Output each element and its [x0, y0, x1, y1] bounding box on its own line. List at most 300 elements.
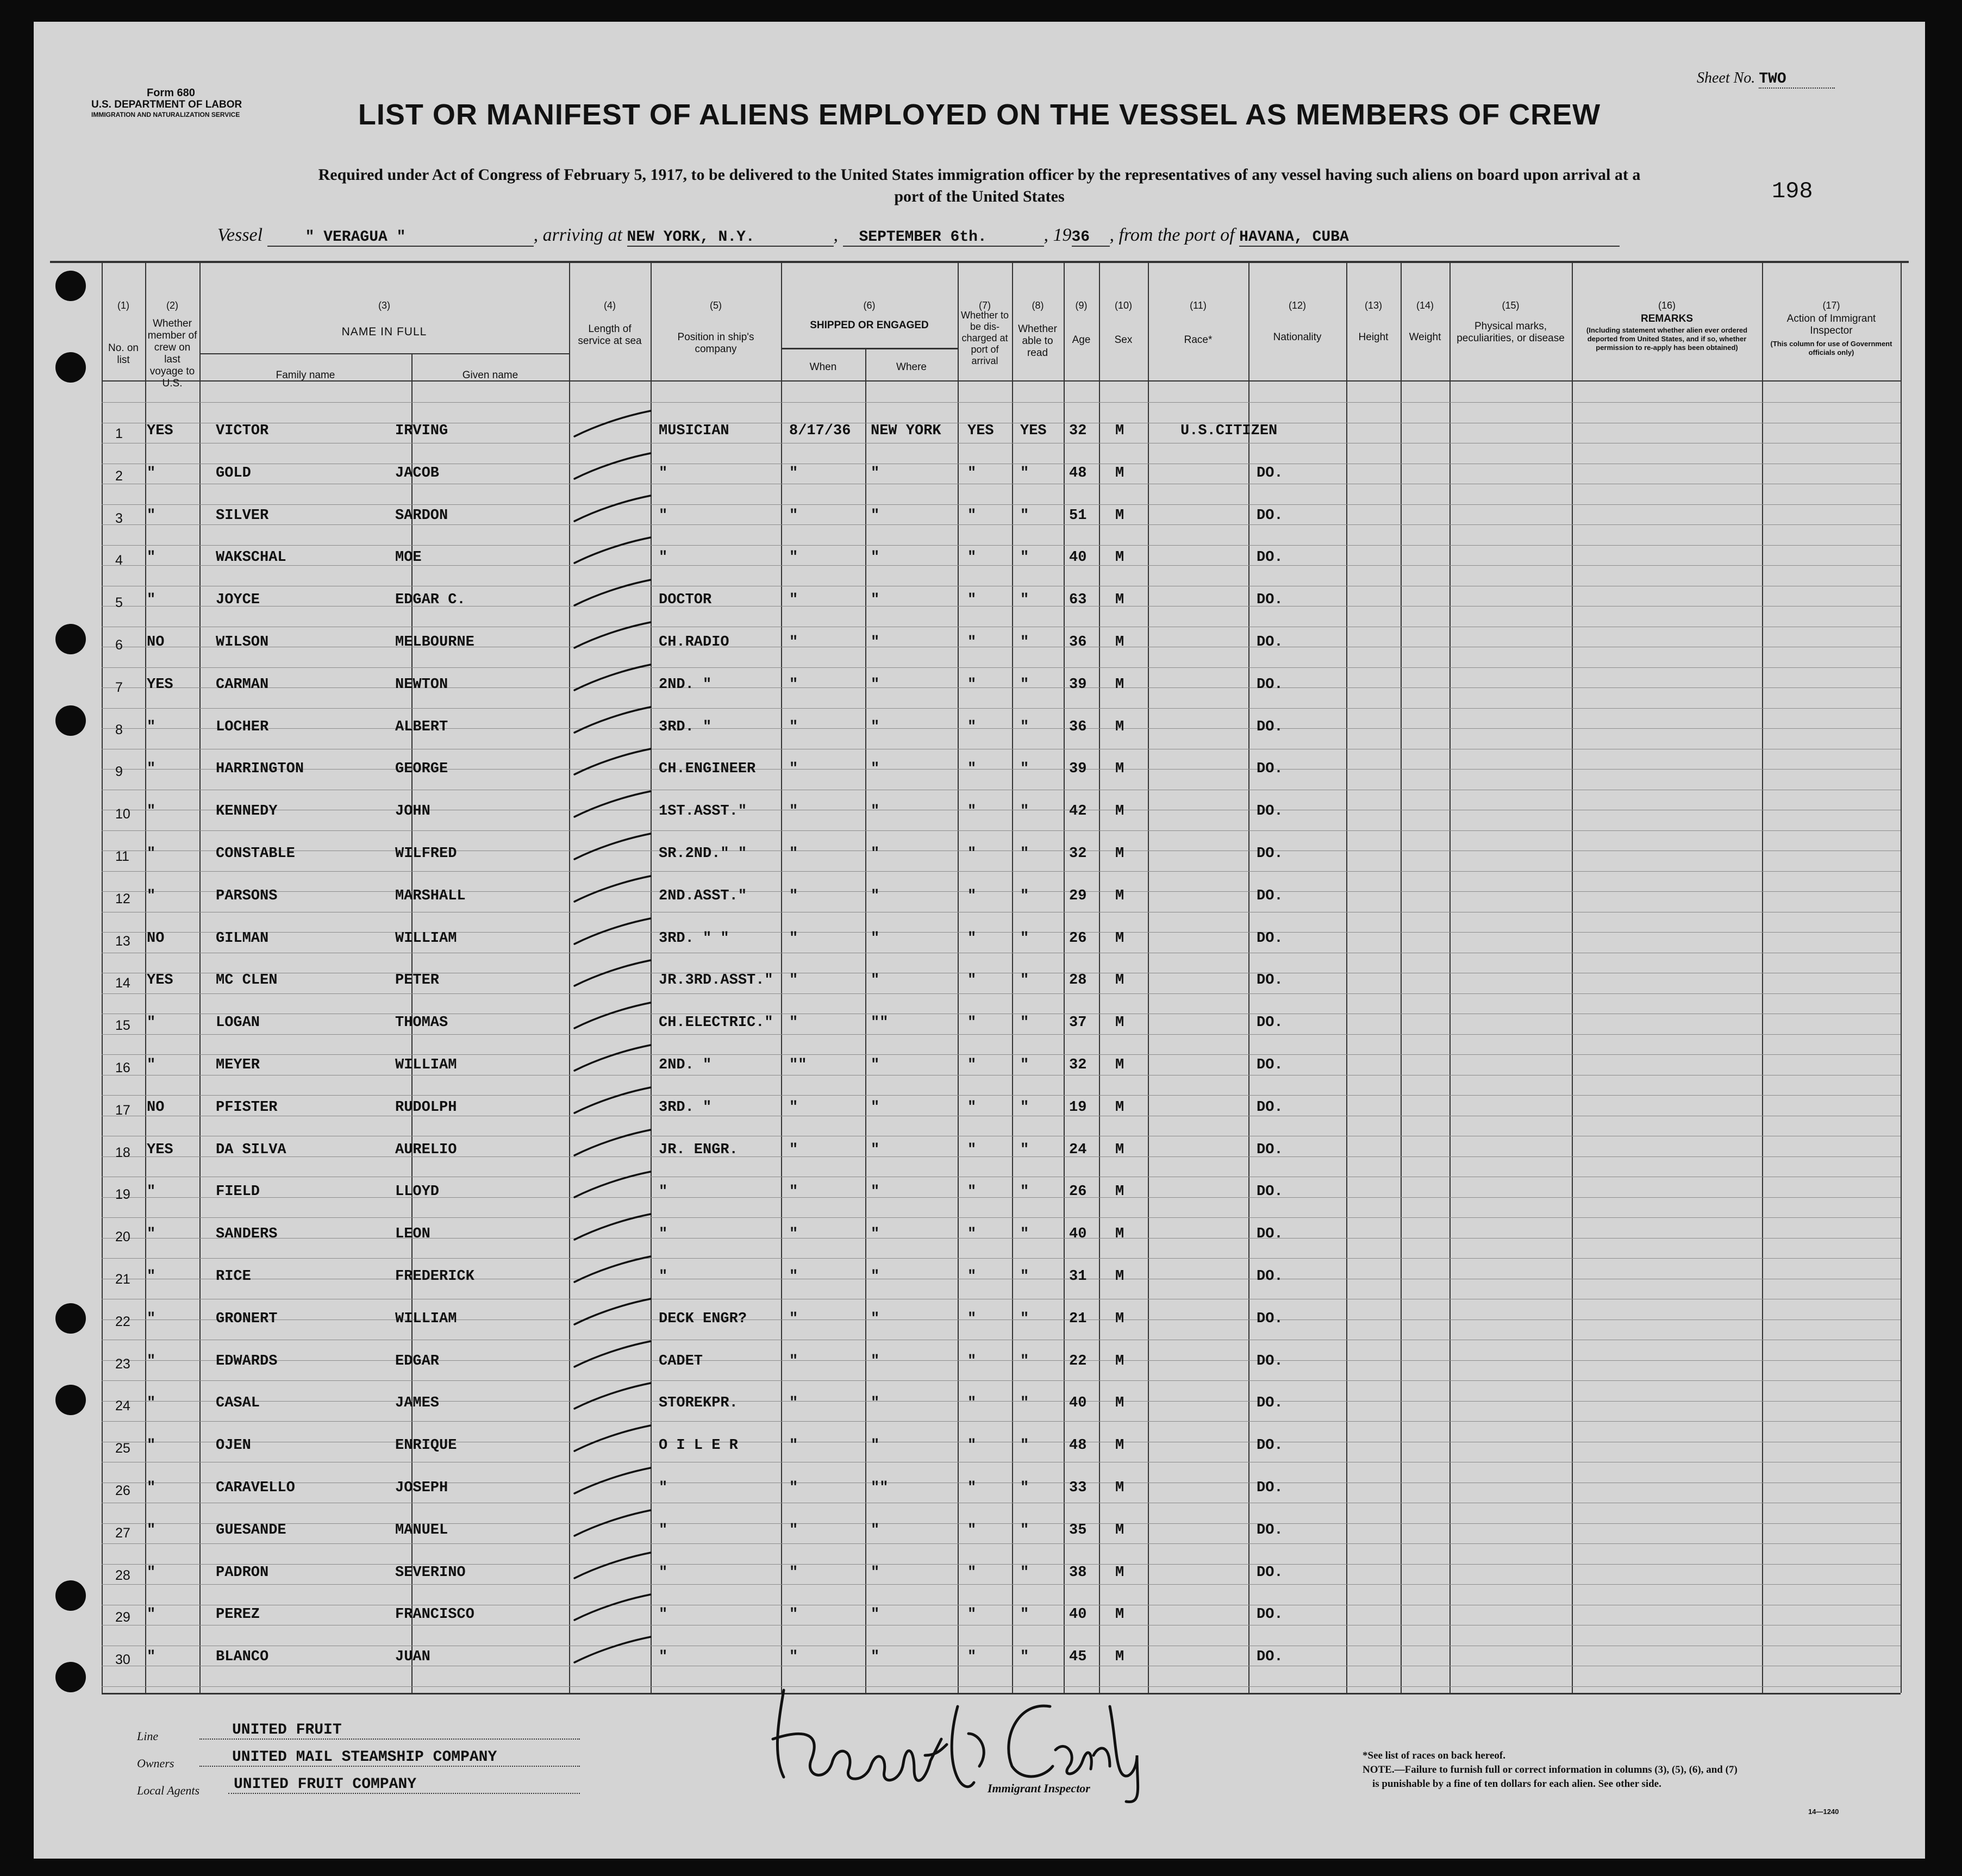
- sex-cell: M: [1115, 1395, 1124, 1411]
- discharged-cell: ": [967, 634, 977, 651]
- sex-cell: M: [1115, 1649, 1124, 1665]
- sex-cell: M: [1115, 1057, 1124, 1073]
- header-nationality: Nationality: [1273, 332, 1322, 343]
- from-label: , from the port of: [1109, 225, 1235, 245]
- shipped-where-cell: ": [871, 1649, 880, 1665]
- race-cell: DO.: [1257, 1268, 1283, 1285]
- discharged-cell: ": [967, 846, 977, 862]
- discharged-cell: ": [967, 677, 977, 693]
- sex-cell: M: [1115, 1437, 1124, 1454]
- race-cell: DO.: [1257, 846, 1283, 862]
- sex-cell: M: [1115, 1480, 1124, 1496]
- shipped-when-cell: ": [789, 1649, 798, 1665]
- length-of-service-dash: [569, 998, 656, 1036]
- discharged-cell: ": [967, 1015, 977, 1031]
- position-cell: MUSICIAN: [659, 423, 729, 439]
- age-cell: 40: [1069, 549, 1087, 566]
- age-cell: 38: [1069, 1565, 1087, 1581]
- discharged-cell: ": [967, 1226, 977, 1242]
- length-of-service-dash: [569, 829, 656, 867]
- position-cell: STOREKPR.: [659, 1395, 738, 1411]
- col-number-8: (8): [1032, 300, 1044, 311]
- race-cell: DO.: [1257, 1353, 1283, 1370]
- previous-voyage-cell: NO: [147, 634, 165, 651]
- shipped-when-cell: ": [789, 1480, 798, 1496]
- owners-label: Owners: [137, 1756, 174, 1770]
- race-cell: DO.: [1257, 592, 1283, 608]
- given-name-cell: GEORGE: [395, 761, 448, 777]
- able-to-read-cell: ": [1020, 1522, 1029, 1539]
- row-number-cell: 19: [115, 1187, 130, 1202]
- sex-cell: M: [1115, 930, 1124, 947]
- crew-row: [34, 1083, 1925, 1125]
- sex-cell: M: [1115, 1522, 1124, 1539]
- position-cell: 3RD. ": [659, 719, 712, 735]
- race-cell: DO.: [1257, 972, 1283, 989]
- col-number-2: (2): [166, 300, 178, 311]
- able-to-read-cell: ": [1020, 1565, 1029, 1581]
- given-name-cell: FRANCISCO: [395, 1606, 474, 1623]
- given-name-cell: NEWTON: [395, 677, 448, 693]
- age-cell: 32: [1069, 423, 1087, 439]
- given-name-cell: FREDERICK: [395, 1268, 474, 1285]
- shipped-when-cell: ": [789, 846, 798, 862]
- previous-voyage-cell: ": [147, 1606, 156, 1623]
- row-number-cell: 28: [115, 1568, 130, 1583]
- length-of-service-dash: [569, 1633, 656, 1671]
- family-name-cell: WILSON: [216, 634, 269, 651]
- row-number-cell: 27: [115, 1525, 130, 1541]
- age-cell: 32: [1069, 846, 1087, 862]
- length-of-service-dash: [569, 449, 656, 487]
- discharged-cell: YES: [967, 423, 994, 439]
- shipped-where-cell: ": [871, 1437, 880, 1454]
- shipped-where-cell: "": [871, 1480, 889, 1496]
- length-of-service-dash: [569, 1548, 656, 1586]
- line-value: UNITED FRUIT: [199, 1722, 580, 1740]
- col-number-7: (7): [979, 300, 991, 311]
- able-to-read-cell: YES: [1020, 423, 1047, 439]
- given-name-cell: JACOB: [395, 465, 440, 481]
- crew-row: [34, 1167, 1925, 1210]
- col-number-1: (1): [117, 300, 129, 311]
- age-cell: 39: [1069, 677, 1087, 693]
- family-name-cell: GILMAN: [216, 930, 269, 947]
- crew-row: [34, 1337, 1925, 1379]
- crew-row: [34, 829, 1925, 872]
- sex-cell: M: [1115, 1099, 1124, 1116]
- header-remarks-note: (Including statement whether alien ever ordered deported from United States, and if so, whether permission to re-apply has been obtained): [1586, 326, 1748, 352]
- sex-cell: M: [1115, 803, 1124, 820]
- race-cell: DO.: [1257, 888, 1283, 904]
- shipped-where-cell: ": [871, 1522, 880, 1539]
- col-number-13: (13): [1364, 300, 1382, 311]
- family-name-cell: GUESANDE: [216, 1522, 286, 1539]
- position-cell: JR. ENGR.: [659, 1142, 738, 1158]
- able-to-read-cell: ": [1020, 1099, 1029, 1116]
- shipped-where-cell: ": [871, 1311, 880, 1327]
- crew-row: [34, 1041, 1925, 1083]
- shipped-when-cell: ": [789, 592, 798, 608]
- row-number-cell: 4: [115, 553, 123, 568]
- length-of-service-dash: [569, 1506, 656, 1544]
- row-number-cell: 20: [115, 1229, 130, 1245]
- position-cell: O I L E R: [659, 1437, 738, 1454]
- col-number-9: (9): [1075, 300, 1088, 311]
- age-cell: 22: [1069, 1353, 1087, 1370]
- given-name-cell: LLOYD: [395, 1184, 440, 1200]
- crew-row: [34, 1464, 1925, 1506]
- row-number-cell: 12: [115, 891, 130, 906]
- able-to-read-cell: ": [1020, 1353, 1029, 1370]
- race-cell: DO.: [1257, 1437, 1283, 1454]
- shipped-when-cell: ": [789, 634, 798, 651]
- crew-row: [34, 576, 1925, 618]
- sex-cell: M: [1115, 761, 1124, 777]
- crew-row: [34, 1379, 1925, 1421]
- row-number-cell: 15: [115, 1018, 130, 1033]
- race-cell: DO.: [1257, 1565, 1283, 1581]
- agents-value: UNITED FRUIT COMPANY: [228, 1776, 580, 1794]
- sex-cell: M: [1115, 1184, 1124, 1200]
- race-cell: DO.: [1257, 1099, 1283, 1116]
- shipped-when-cell: ": [789, 1522, 798, 1539]
- col-number-17: (17): [1822, 300, 1840, 311]
- sex-cell: M: [1115, 1565, 1124, 1581]
- position-cell: CADET: [659, 1353, 703, 1370]
- shipped-where-cell: NEW YORK: [871, 423, 941, 439]
- family-name-cell: SANDERS: [216, 1226, 278, 1242]
- able-to-read-cell: ": [1020, 1142, 1029, 1158]
- header-length-of-service: Length of service at sea: [578, 323, 642, 347]
- vessel-label: Vessel: [217, 225, 263, 245]
- discharged-cell: ": [967, 972, 977, 989]
- race-cell: DO.: [1257, 1057, 1283, 1073]
- previous-voyage-cell: ": [147, 1268, 156, 1285]
- family-name-cell: WAKSCHAL: [216, 549, 286, 566]
- age-cell: 36: [1069, 634, 1087, 651]
- shipped-where-cell: ": [871, 761, 880, 777]
- row-number-cell: 2: [115, 468, 123, 484]
- shipped-where-cell: ": [871, 803, 880, 820]
- age-cell: 39: [1069, 761, 1087, 777]
- age-cell: 19: [1069, 1099, 1087, 1116]
- length-of-service-dash: [569, 745, 656, 783]
- previous-voyage-cell: ": [147, 592, 156, 608]
- crew-row: [34, 1506, 1925, 1548]
- crew-row: [34, 1421, 1925, 1464]
- position-cell: ": [659, 1565, 668, 1581]
- shipped-when-cell: ": [789, 1606, 798, 1623]
- shipped-when-cell: ": [789, 1395, 798, 1411]
- length-of-service-dash: [569, 1083, 656, 1121]
- given-name-cell: JAMES: [395, 1395, 440, 1411]
- previous-voyage-cell: YES: [147, 423, 173, 439]
- able-to-read-cell: ": [1020, 888, 1029, 904]
- discharged-cell: ": [967, 1522, 977, 1539]
- race-cell: U.S.CITIZEN: [1180, 423, 1278, 439]
- sheet-value: TWO: [1759, 71, 1835, 89]
- previous-voyage-cell: ": [147, 508, 156, 524]
- age-cell: 28: [1069, 972, 1087, 989]
- row-number-cell: 26: [115, 1483, 130, 1498]
- race-cell: DO.: [1257, 465, 1283, 481]
- given-name-cell: ENRIQUE: [395, 1437, 457, 1454]
- discharged-cell: ": [967, 1649, 977, 1665]
- discharged-cell: ": [967, 1268, 977, 1285]
- position-cell: JR.3RD.ASST.": [659, 972, 773, 989]
- given-name-cell: EDGAR: [395, 1353, 440, 1370]
- header-able-to-read: Whether able to read: [1018, 323, 1057, 359]
- sex-cell: M: [1115, 972, 1124, 989]
- crew-row: [34, 956, 1925, 998]
- shipped-where-cell: ": [871, 634, 880, 651]
- header-name-in-full: NAME IN FULL: [341, 326, 427, 338]
- race-cell: DO.: [1257, 930, 1283, 947]
- shipped-when-cell: ": [789, 1565, 798, 1581]
- race-cell: DO.: [1257, 1015, 1283, 1031]
- shipped-where-cell: ": [871, 1226, 880, 1242]
- form-number: Form 680: [147, 87, 195, 99]
- race-cell: DO.: [1257, 1522, 1283, 1539]
- family-name-cell: PEREZ: [216, 1606, 260, 1623]
- age-cell: 35: [1069, 1522, 1087, 1539]
- col-number-10: (10): [1114, 300, 1132, 311]
- position-cell: CH.ELECTRIC.": [659, 1015, 773, 1031]
- given-name-cell: AURELIO: [395, 1142, 457, 1158]
- able-to-read-cell: ": [1020, 930, 1029, 947]
- sex-cell: M: [1115, 549, 1124, 566]
- able-to-read-cell: ": [1020, 465, 1029, 481]
- discharged-cell: ": [967, 465, 977, 481]
- previous-voyage-cell: ": [147, 1480, 156, 1496]
- race-cell: DO.: [1257, 1311, 1283, 1327]
- race-cell: DO.: [1257, 1649, 1283, 1665]
- shipped-when-cell: ": [789, 1268, 798, 1285]
- header-inspector-action: Action of Immigrant Inspector: [1786, 313, 1876, 336]
- age-cell: 48: [1069, 1437, 1087, 1454]
- shipped-where-cell: ": [871, 508, 880, 524]
- age-cell: 37: [1069, 1015, 1087, 1031]
- position-cell: 3RD. ": [659, 1099, 712, 1116]
- col-number-6: (6): [863, 300, 876, 311]
- crew-row: [34, 1590, 1925, 1633]
- previous-voyage-cell: ": [147, 1395, 156, 1411]
- sex-cell: M: [1115, 423, 1124, 439]
- row-number-cell: 9: [115, 764, 123, 779]
- age-cell: 45: [1069, 1649, 1087, 1665]
- previous-voyage-cell: ": [147, 719, 156, 735]
- able-to-read-cell: ": [1020, 1226, 1029, 1242]
- able-to-read-cell: ": [1020, 549, 1029, 566]
- position-cell: ": [659, 1268, 668, 1285]
- header-previous-voyage: Whether member of crew on last voyage to U.S.: [147, 318, 197, 389]
- crew-row: [34, 533, 1925, 576]
- position-cell: 2ND.ASST.": [659, 888, 747, 904]
- sheet-label: Sheet No.: [1697, 70, 1755, 86]
- race-cell: DO.: [1257, 803, 1283, 820]
- race-cell: DO.: [1257, 761, 1283, 777]
- position-cell: SR.2ND." ": [659, 846, 747, 862]
- row-number-cell: 11: [115, 849, 129, 864]
- previous-voyage-cell: ": [147, 1311, 156, 1327]
- length-of-service-dash: [569, 1125, 656, 1164]
- length-of-service-dash: [569, 660, 656, 698]
- shipped-when-cell: ": [789, 549, 798, 566]
- header-shipped-where: Where: [896, 361, 927, 373]
- shipped-when-cell: 8/17/36: [789, 423, 851, 439]
- family-name-cell: LOGAN: [216, 1015, 260, 1031]
- header-family-name: Family name: [276, 370, 335, 381]
- given-name-cell: PETER: [395, 972, 440, 989]
- shipped-where-cell: ": [871, 1565, 880, 1581]
- service-name: IMMIGRATION AND NATURALIZATION SERVICE: [91, 111, 240, 118]
- given-name-cell: WILLIAM: [395, 930, 457, 947]
- header-remarks: REMARKS: [1640, 313, 1694, 324]
- shipped-where-cell: ": [871, 846, 880, 862]
- page-title: LIST OR MANIFEST OF ALIENS EMPLOYED ON THE VESSEL AS MEMBERS OF CREW: [358, 98, 1601, 131]
- note-races: *See list of races on back hereof.: [1363, 1750, 1505, 1761]
- crew-row: [34, 1252, 1925, 1295]
- race-cell: DO.: [1257, 508, 1283, 524]
- previous-voyage-cell: ": [147, 549, 156, 566]
- race-cell: DO.: [1257, 1480, 1283, 1496]
- sex-cell: M: [1115, 592, 1124, 608]
- row-number-cell: 18: [115, 1145, 130, 1160]
- discharged-cell: ": [967, 719, 977, 735]
- able-to-read-cell: ": [1020, 1268, 1029, 1285]
- discharged-cell: ": [967, 1480, 977, 1496]
- header-discharged-at-port: Whether to be dis-charged at port of arrival: [960, 310, 1009, 366]
- age-cell: 31: [1069, 1268, 1087, 1285]
- given-name-cell: ALBERT: [395, 719, 448, 735]
- position-cell: ": [659, 549, 668, 566]
- header-weight: Weight: [1409, 332, 1441, 343]
- length-of-service-dash: [569, 1210, 656, 1248]
- discharged-cell: ": [967, 549, 977, 566]
- able-to-read-cell: ": [1020, 1437, 1029, 1454]
- header-position: Position in ship's company: [677, 332, 754, 355]
- sex-cell: M: [1115, 465, 1124, 481]
- subtitle-line-2: port of the United States: [894, 187, 1065, 205]
- row-number-cell: 13: [115, 934, 130, 949]
- age-cell: 36: [1069, 719, 1087, 735]
- col-number-16: (16): [1658, 300, 1676, 311]
- sex-cell: M: [1115, 1142, 1124, 1158]
- given-name-cell: EDGAR C.: [395, 592, 466, 608]
- crew-row: [34, 914, 1925, 956]
- family-name-cell: LOCHER: [216, 719, 269, 735]
- age-cell: 24: [1069, 1142, 1087, 1158]
- footer-notes: [1363, 1749, 1738, 1791]
- given-name-cell: MANUEL: [395, 1522, 448, 1539]
- age-cell: 51: [1069, 508, 1087, 524]
- family-name-cell: CASAL: [216, 1395, 260, 1411]
- discharged-cell: ": [967, 1395, 977, 1411]
- length-of-service-dash: [569, 956, 656, 994]
- header-sex: Sex: [1114, 334, 1133, 346]
- given-name-cell: RUDOLPH: [395, 1099, 457, 1116]
- previous-voyage-cell: ": [147, 1226, 156, 1242]
- shipped-when-cell: ": [789, 930, 798, 947]
- position-cell: ": [659, 508, 668, 524]
- header-physical-marks: Physical marks, peculiarities, or disease: [1457, 321, 1565, 344]
- inspector-signature: [762, 1674, 1175, 1804]
- shipped-where-cell: ": [871, 1395, 880, 1411]
- age-cell: 29: [1069, 888, 1087, 904]
- arrival-date: SEPTEMBER 6th.: [843, 229, 1044, 247]
- position-cell: 2ND. ": [659, 677, 712, 693]
- previous-voyage-cell: ": [147, 1565, 156, 1581]
- able-to-read-cell: ": [1020, 803, 1029, 820]
- previous-voyage-cell: ": [147, 888, 156, 904]
- row-number-cell: 24: [115, 1398, 130, 1414]
- given-name-cell: IRVING: [395, 423, 448, 439]
- department-name: U.S. DEPARTMENT OF LABOR: [91, 99, 242, 110]
- row-number-cell: 1: [115, 426, 123, 441]
- shipped-where-cell: ": [871, 1606, 880, 1623]
- crew-row: [34, 998, 1925, 1041]
- family-name-cell: OJEN: [216, 1437, 251, 1454]
- crew-row: [34, 1633, 1925, 1675]
- sex-cell: M: [1115, 1606, 1124, 1623]
- previous-voyage-cell: ": [147, 1437, 156, 1454]
- position-cell: ": [659, 1184, 668, 1200]
- discharged-cell: ": [967, 1606, 977, 1623]
- given-name-cell: WILFRED: [395, 846, 457, 862]
- given-name-cell: WILLIAM: [395, 1057, 457, 1073]
- shipped-when-cell: ": [789, 1311, 798, 1327]
- family-name-cell: CARMAN: [216, 677, 269, 693]
- departure-port: HAVANA, CUBA: [1239, 229, 1620, 247]
- row-number-cell: 6: [115, 637, 123, 653]
- previous-voyage-cell: ": [147, 803, 156, 820]
- able-to-read-cell: ": [1020, 1015, 1029, 1031]
- shipped-where-cell: ": [871, 677, 880, 693]
- given-name-cell: JUAN: [395, 1649, 430, 1665]
- discharged-cell: ": [967, 930, 977, 947]
- shipped-when-cell: "": [789, 1057, 807, 1073]
- age-cell: 26: [1069, 930, 1087, 947]
- shipped-where-cell: ": [871, 888, 880, 904]
- form-code: 14—1240: [1808, 1808, 1839, 1816]
- given-name-cell: MARSHALL: [395, 888, 466, 904]
- age-cell: 33: [1069, 1480, 1087, 1496]
- note-penalty-1: NOTE.—Failure to furnish full or correct information in columns (3), (5), (6), and (7): [1363, 1764, 1738, 1775]
- family-name-cell: EDWARDS: [216, 1353, 278, 1370]
- row-number-cell: 14: [115, 975, 130, 991]
- family-name-cell: SILVER: [216, 508, 269, 524]
- sex-cell: M: [1115, 1015, 1124, 1031]
- previous-voyage-cell: NO: [147, 930, 165, 947]
- shipped-when-cell: ": [789, 508, 798, 524]
- row-number-cell: 23: [115, 1356, 130, 1372]
- row-number-cell: 30: [115, 1652, 130, 1667]
- sex-cell: M: [1115, 677, 1124, 693]
- row-number-cell: 16: [115, 1060, 130, 1075]
- row-number-cell: 21: [115, 1272, 130, 1287]
- given-name-cell: WILLIAM: [395, 1311, 457, 1327]
- crew-row: [34, 1125, 1925, 1168]
- able-to-read-cell: ": [1020, 1649, 1029, 1665]
- shipped-when-cell: ": [789, 1226, 798, 1242]
- crew-row: [34, 745, 1925, 787]
- previous-voyage-cell: YES: [147, 972, 173, 989]
- arriving-label: , arriving at: [533, 225, 622, 245]
- length-of-service-dash: [569, 1590, 656, 1628]
- length-of-service-dash: [569, 1337, 656, 1375]
- age-cell: 40: [1069, 1226, 1087, 1242]
